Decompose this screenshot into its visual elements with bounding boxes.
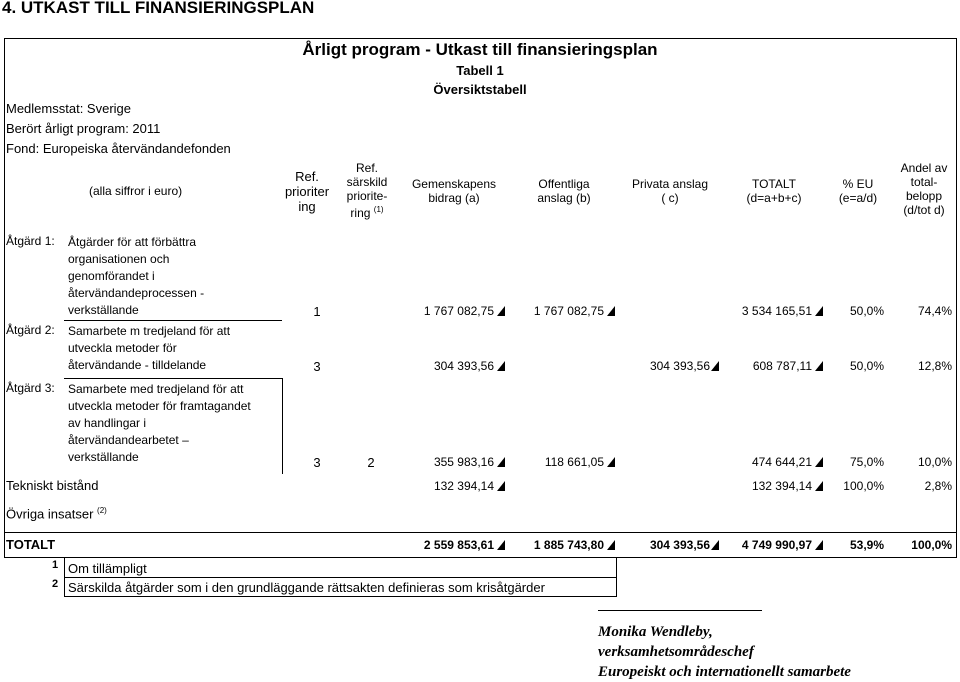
footnote-number: 2 — [51, 578, 59, 590]
signature-block — [598, 622, 851, 682]
row-public: 118 661,05 — [544, 455, 604, 469]
currency-marker-icon — [607, 306, 615, 316]
row-description: Samarbete m tredjeland för att utveckla metoder för återvändande - tilldelande — [68, 324, 231, 372]
table-subtitle: Översiktstabell — [433, 82, 527, 97]
row-priority: 1 — [313, 304, 321, 319]
total-private: 304 393,56 — [649, 538, 710, 552]
other-measures-label: Övriga insatser $^{(2)}$ — [6, 506, 107, 522]
currency-marker-icon — [497, 457, 505, 467]
currency-marker-icon — [607, 540, 615, 550]
signature-line — [598, 610, 762, 611]
currency-note: (alla siffror i euro) — [89, 184, 183, 198]
row-description: Åtgärder för att förbättra organisationen och genomförandet i återvändandeprocessen - verkställande — [68, 235, 205, 317]
currency-marker-icon — [607, 457, 615, 467]
row-community: 1 767 082,75 — [423, 304, 494, 318]
signatory-name: Monika Wendleby, — [598, 624, 713, 640]
row-special: 2 — [367, 455, 375, 470]
total-share: 100,0% — [911, 538, 952, 552]
currency-marker-icon — [815, 540, 823, 550]
section-heading: 4. UTKAST TILL FINANSIERINGSPLAN — [2, 0, 315, 17]
header-eu-percent: % EU (e=a/d) — [838, 177, 878, 205]
row-label: Åtgärd 1: — [6, 234, 55, 248]
header-ref-priority: Ref. prioriter ing — [284, 169, 330, 214]
row-label: Åtgärd 2: — [6, 323, 55, 337]
currency-marker-icon — [815, 306, 823, 316]
row-total: 608 787,11 — [752, 359, 812, 373]
footnote-number: 1 — [51, 559, 59, 571]
member-state: Medlemsstat: Sverige — [6, 101, 131, 116]
table-label: Tabell 1 — [456, 63, 504, 78]
row-total: 132 394,14 — [751, 479, 812, 493]
row-label: Tekniskt bistånd — [6, 478, 99, 493]
program-title: Årligt program - Utkast till finansieringsplan — [302, 40, 658, 59]
row-total: 474 644,21 — [751, 455, 812, 469]
row-description: Samarbete med tredjeland för att utveckla metoder för framtagandet av handlingar i återvändandearbetet – verkställande — [68, 382, 251, 464]
row-share: 2,8% — [924, 479, 952, 493]
header-private-funding: Privata anslag ( c) — [631, 177, 709, 205]
header-ref-special: Ref. särskild priorite- ring $^{(1)}$ — [346, 161, 388, 220]
row-private: 304 393,56 — [649, 359, 710, 373]
row-share: 74,4% — [917, 304, 952, 318]
row-eu-percent: 50,0% — [849, 304, 884, 318]
signatory-title: verksamhetsområdeschef — [598, 644, 754, 660]
program-year: Berört årligt program: 2011 — [6, 121, 161, 136]
row-community: 304 393,56 — [433, 359, 494, 373]
row-eu-percent: 75,0% — [849, 455, 884, 469]
row-total: 3 534 165,51 — [741, 304, 812, 318]
row-eu-percent: 50,0% — [849, 359, 884, 373]
row-priority: 3 — [313, 455, 321, 470]
row-share: 12,8% — [917, 359, 952, 373]
currency-marker-icon — [815, 361, 823, 371]
currency-marker-icon — [497, 361, 505, 371]
footnote-text: Om tillämpligt — [68, 561, 147, 576]
currency-marker-icon — [497, 540, 505, 550]
fund-name: Fond: Europeiska återvändandefonden — [6, 141, 231, 156]
header-community-contribution: Gemenskapens bidrag (a) — [411, 177, 497, 205]
currency-marker-icon — [815, 457, 823, 467]
row-public: 1 767 082,75 — [533, 304, 604, 318]
header-share-of-total: Andel av total- belopp (d/tot d) — [900, 161, 948, 217]
total-public: 1 885 743,80 — [533, 538, 604, 552]
currency-marker-icon — [497, 306, 505, 316]
header-public-funding: Offentliga anslag (b) — [537, 177, 591, 205]
row-community: 132 394,14 — [433, 479, 494, 493]
row-share: 10,0% — [917, 455, 952, 469]
total-community: 2 559 853,61 — [423, 538, 494, 552]
total-eu-percent: 53,9% — [849, 538, 884, 552]
total-sum: 4 749 990,97 — [741, 538, 812, 552]
row-eu-percent: 100,0% — [843, 479, 884, 493]
row-priority: 3 — [313, 359, 321, 374]
footnote-text: Särskilda åtgärder som i den grundläggande rättsakten definieras som krisåtgärder — [68, 580, 545, 595]
total-label: TOTALT — [6, 537, 56, 552]
row-community: 355 983,16 — [433, 455, 494, 469]
header-total: TOTALT (d=a+b+c) — [746, 177, 802, 205]
currency-marker-icon — [497, 481, 505, 491]
signatory-unit: Europeiskt och internationellt samarbete — [598, 664, 851, 680]
row-label: Åtgärd 3: — [6, 381, 55, 395]
currency-marker-icon — [815, 481, 823, 491]
